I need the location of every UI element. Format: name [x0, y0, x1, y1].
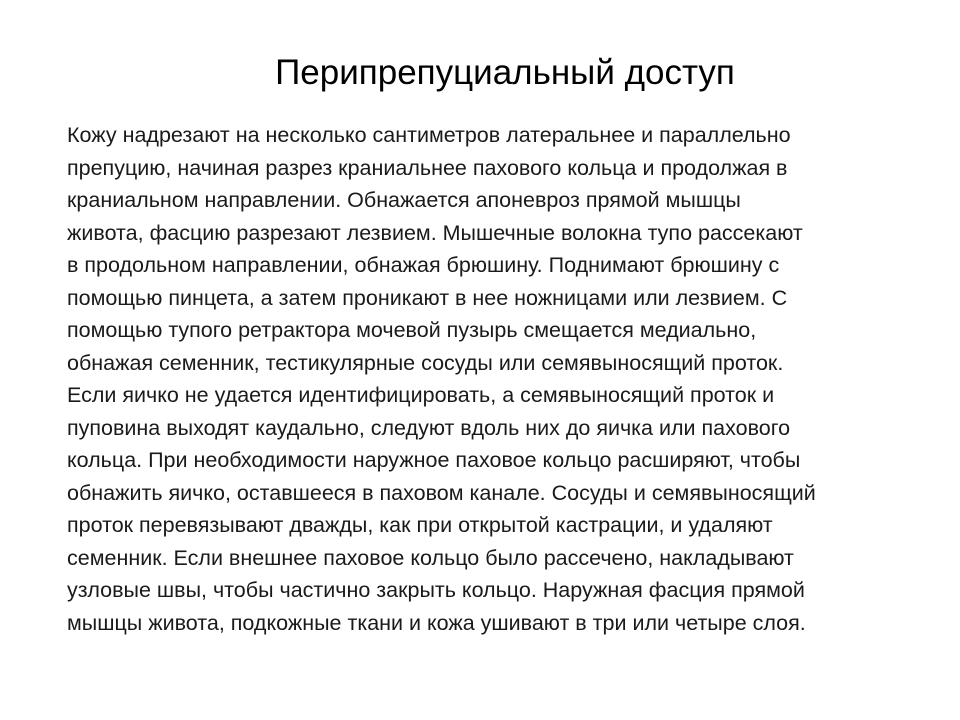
body-line: препуцию, начиная разрез краниальнее пахового кольца и продолжая в [67, 155, 788, 180]
slide-title: Перипрепуциальный доступ [275, 53, 735, 92]
body-line: живота, фасцию разрезают лезвием. Мышечные волокна тупо рассекают [67, 220, 803, 245]
body-line: Если яичко не удается идентифицировать, а семявыносящий проток и [67, 383, 775, 407]
body-line: узловые швы, чтобы частично закрыть кольцо. Наружная фасция прямой [67, 578, 805, 602]
body-line: помощью пинцета, а затем проникают в нее ножницами или лезвием. С [67, 285, 788, 310]
body-line: пуповина выходят каудально, следуют вдоль них до яичка или пахового [67, 415, 791, 440]
body-line: мышцы живота, подкожные ткани и кожа ушивают в три или четыре слоя. [67, 610, 806, 635]
body-line: в продольном направлении, обнажая брюшину. Поднимают брюшину с [67, 253, 780, 277]
body-line: проток перевязывают дважды, как при открытой кастрации, и удаляют [67, 513, 773, 537]
body-line: краниальном направлении. Обнажается апоневроз прямой мышцы [67, 188, 741, 212]
body-line: кольца. При необходимости наружное паховое кольцо расширяют, чтобы [67, 448, 801, 472]
body-line: семенник. Если внешнее паховое кольцо было рассечено, накладывают [67, 545, 794, 570]
body-line: Кожу надрезают на несколько сантиметров латеральнее и параллельно [67, 123, 791, 147]
body-line: обнажая семенник, тестикулярные сосуды или семявыносящий проток. [67, 350, 784, 375]
body-line: помощью тупого ретрактора мочевой пузырь смещается медиально, [67, 318, 757, 342]
slide-body-text [67, 119, 907, 639]
body-line: обнажить яичко, оставшееся в паховом канале. Сосуды и семявыносящий [67, 480, 816, 505]
